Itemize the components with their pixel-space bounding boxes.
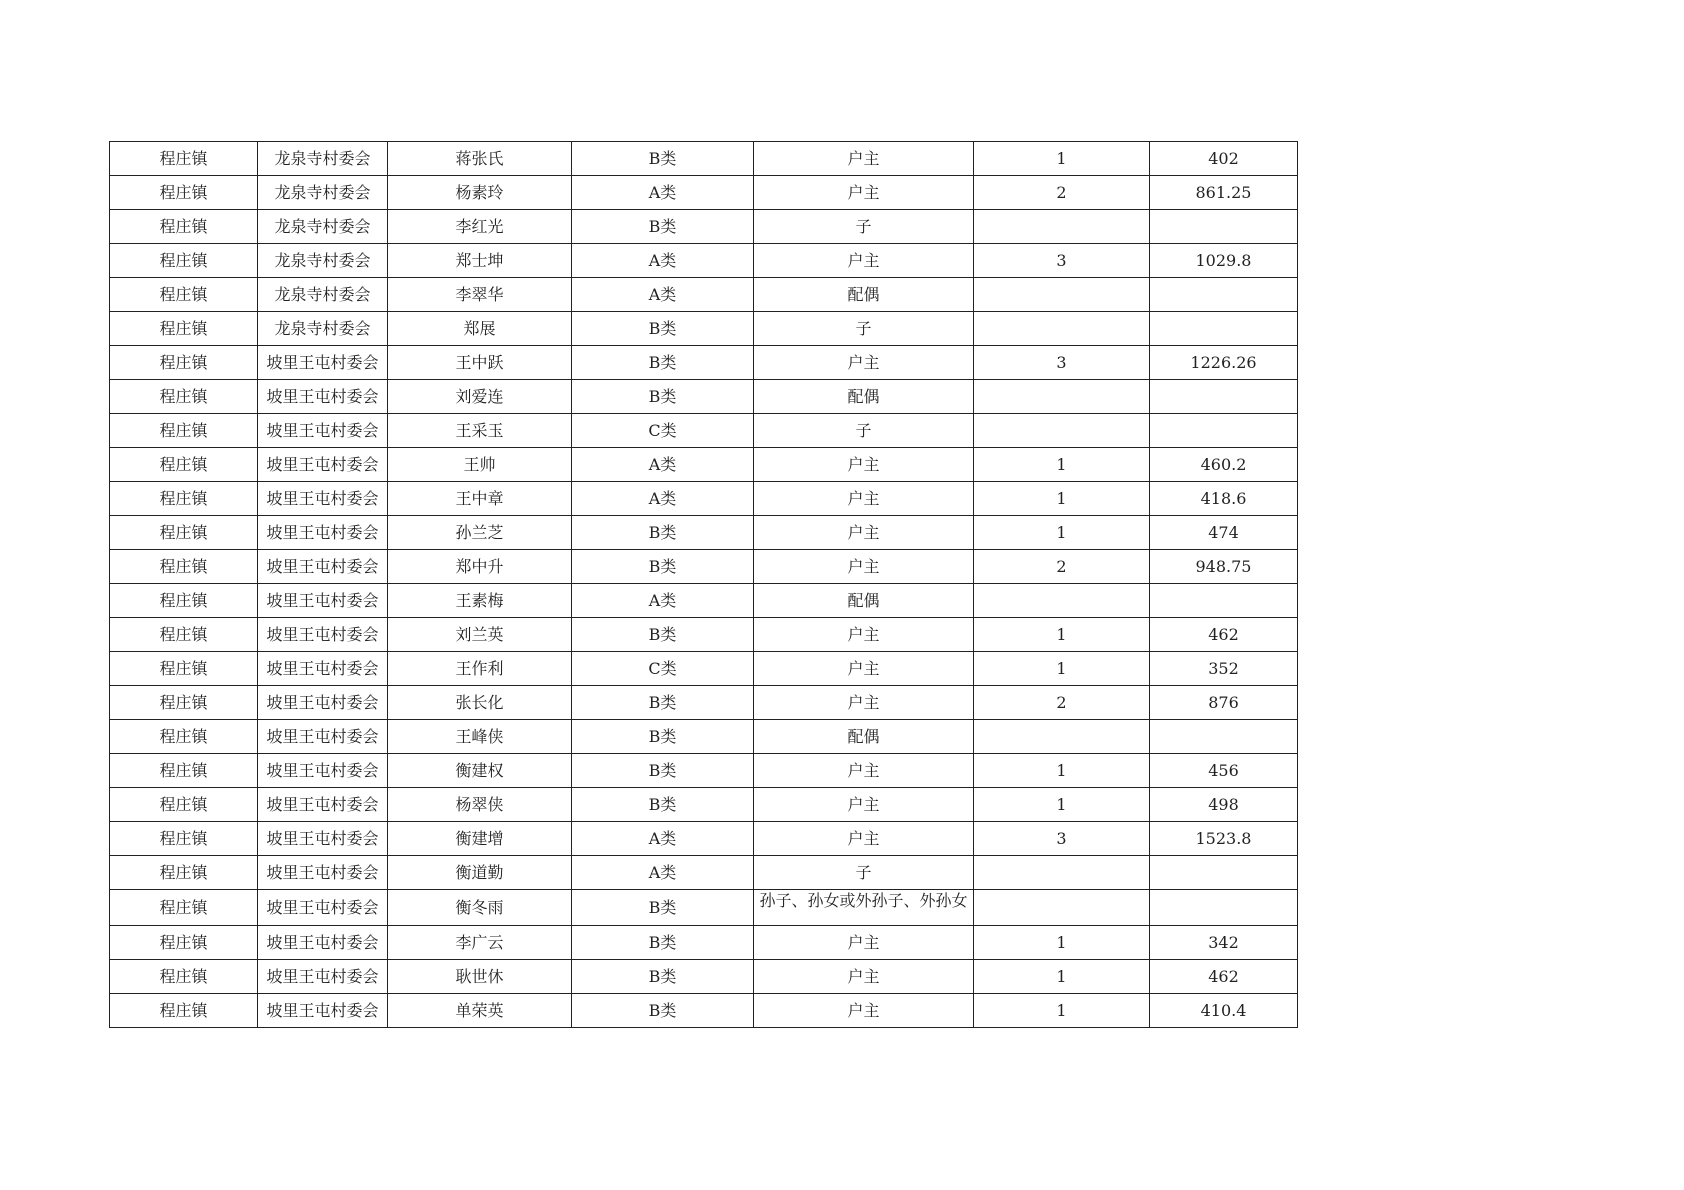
- amount-cell: 474: [1150, 516, 1298, 550]
- town-cell: 程庄镇: [110, 994, 258, 1028]
- village-cell: 坡里王屯村委会: [258, 584, 388, 618]
- table-row: [110, 516, 1298, 550]
- name-cell: 王峰侠: [388, 720, 572, 754]
- table-row: [110, 380, 1298, 414]
- household-size-cell: 1: [974, 516, 1150, 550]
- table-row: [110, 960, 1298, 994]
- amount-cell: 1226.26: [1150, 346, 1298, 380]
- town-cell: 程庄镇: [110, 652, 258, 686]
- name-cell: 王中跃: [388, 346, 572, 380]
- category-cell: B类: [572, 960, 754, 994]
- table-row: [110, 176, 1298, 210]
- amount-cell: [1150, 210, 1298, 244]
- name-cell: 王中章: [388, 482, 572, 516]
- relation-cell: 户主: [754, 822, 974, 856]
- household-size-cell: 1: [974, 652, 1150, 686]
- relation-cell: 户主: [754, 176, 974, 210]
- household-size-cell: 3: [974, 822, 1150, 856]
- amount-cell: [1150, 890, 1298, 926]
- category-cell: B类: [572, 618, 754, 652]
- table-row: [110, 618, 1298, 652]
- town-cell: 程庄镇: [110, 278, 258, 312]
- village-cell: 坡里王屯村委会: [258, 550, 388, 584]
- amount-cell: 876: [1150, 686, 1298, 720]
- category-cell: A类: [572, 448, 754, 482]
- name-cell: 衡道勤: [388, 856, 572, 890]
- household-size-cell: [974, 720, 1150, 754]
- relation-cell: 户主: [754, 754, 974, 788]
- household-size-cell: [974, 380, 1150, 414]
- relation-cell: 子: [754, 312, 974, 346]
- amount-cell: 1029.8: [1150, 244, 1298, 278]
- name-cell: 李红光: [388, 210, 572, 244]
- village-cell: 坡里王屯村委会: [258, 856, 388, 890]
- household-size-cell: 1: [974, 754, 1150, 788]
- household-size-cell: 3: [974, 244, 1150, 278]
- category-cell: B类: [572, 994, 754, 1028]
- relation-cell: 配偶: [754, 720, 974, 754]
- village-cell: 坡里王屯村委会: [258, 686, 388, 720]
- household-size-cell: 2: [974, 550, 1150, 584]
- name-cell: 王作利: [388, 652, 572, 686]
- town-cell: 程庄镇: [110, 142, 258, 176]
- town-cell: 程庄镇: [110, 720, 258, 754]
- household-size-cell: [974, 414, 1150, 448]
- household-size-cell: 1: [974, 448, 1150, 482]
- category-cell: C类: [572, 414, 754, 448]
- amount-cell: 462: [1150, 618, 1298, 652]
- relation-cell: 户主: [754, 448, 974, 482]
- household-size-cell: 1: [974, 788, 1150, 822]
- amount-cell: 498: [1150, 788, 1298, 822]
- relation-cell: 户主: [754, 516, 974, 550]
- name-cell: 郑士坤: [388, 244, 572, 278]
- category-cell: B类: [572, 210, 754, 244]
- category-cell: B类: [572, 516, 754, 550]
- relation-cell: 配偶: [754, 278, 974, 312]
- name-cell: 衡冬雨: [388, 890, 572, 926]
- table-row: [110, 414, 1298, 448]
- household-size-cell: 1: [974, 960, 1150, 994]
- amount-cell: [1150, 856, 1298, 890]
- village-cell: 坡里王屯村委会: [258, 482, 388, 516]
- household-size-cell: [974, 890, 1150, 926]
- amount-cell: [1150, 312, 1298, 346]
- amount-cell: 861.25: [1150, 176, 1298, 210]
- town-cell: 程庄镇: [110, 414, 258, 448]
- village-cell: 龙泉寺村委会: [258, 142, 388, 176]
- village-cell: 坡里王屯村委会: [258, 618, 388, 652]
- village-cell: 坡里王屯村委会: [258, 822, 388, 856]
- amount-cell: 948.75: [1150, 550, 1298, 584]
- amount-cell: [1150, 720, 1298, 754]
- name-cell: 蒋张氏: [388, 142, 572, 176]
- amount-cell: 418.6: [1150, 482, 1298, 516]
- name-cell: 刘兰英: [388, 618, 572, 652]
- household-size-cell: 1: [974, 926, 1150, 960]
- village-cell: 龙泉寺村委会: [258, 312, 388, 346]
- name-cell: 耿世休: [388, 960, 572, 994]
- relation-cell: 孙子、孙女或外孙子、外孙女: [754, 890, 974, 926]
- household-size-cell: 1: [974, 142, 1150, 176]
- name-cell: 衡建增: [388, 822, 572, 856]
- village-cell: 坡里王屯村委会: [258, 926, 388, 960]
- name-cell: 孙兰芝: [388, 516, 572, 550]
- name-cell: 李广云: [388, 926, 572, 960]
- village-cell: 坡里王屯村委会: [258, 788, 388, 822]
- relation-cell: 户主: [754, 482, 974, 516]
- name-cell: 李翠华: [388, 278, 572, 312]
- household-size-cell: [974, 210, 1150, 244]
- amount-cell: 342: [1150, 926, 1298, 960]
- relation-cell: 户主: [754, 686, 974, 720]
- table-row: [110, 550, 1298, 584]
- town-cell: 程庄镇: [110, 448, 258, 482]
- category-cell: A类: [572, 278, 754, 312]
- amount-cell: 456: [1150, 754, 1298, 788]
- village-cell: 坡里王屯村委会: [258, 652, 388, 686]
- household-size-cell: [974, 278, 1150, 312]
- household-size-cell: [974, 312, 1150, 346]
- relation-cell: 户主: [754, 788, 974, 822]
- amount-cell: 402: [1150, 142, 1298, 176]
- category-cell: A类: [572, 244, 754, 278]
- village-cell: 龙泉寺村委会: [258, 176, 388, 210]
- town-cell: 程庄镇: [110, 584, 258, 618]
- household-size-cell: 2: [974, 176, 1150, 210]
- category-cell: A类: [572, 856, 754, 890]
- town-cell: 程庄镇: [110, 550, 258, 584]
- town-cell: 程庄镇: [110, 926, 258, 960]
- village-cell: 坡里王屯村委会: [258, 754, 388, 788]
- village-cell: 坡里王屯村委会: [258, 346, 388, 380]
- town-cell: 程庄镇: [110, 788, 258, 822]
- relation-cell: 户主: [754, 142, 974, 176]
- category-cell: C类: [572, 652, 754, 686]
- village-cell: 龙泉寺村委会: [258, 244, 388, 278]
- category-cell: B类: [572, 142, 754, 176]
- amount-cell: 460.2: [1150, 448, 1298, 482]
- name-cell: 王帅: [388, 448, 572, 482]
- village-cell: 坡里王屯村委会: [258, 890, 388, 926]
- name-cell: 单荣英: [388, 994, 572, 1028]
- village-cell: 坡里王屯村委会: [258, 994, 388, 1028]
- name-cell: 杨翠侠: [388, 788, 572, 822]
- table-row: [110, 210, 1298, 244]
- household-size-cell: 1: [974, 482, 1150, 516]
- category-cell: B类: [572, 686, 754, 720]
- table-row: [110, 448, 1298, 482]
- category-cell: B类: [572, 346, 754, 380]
- relation-cell: 户主: [754, 960, 974, 994]
- relation-cell: 子: [754, 414, 974, 448]
- category-cell: B类: [572, 890, 754, 926]
- category-cell: B类: [572, 720, 754, 754]
- town-cell: 程庄镇: [110, 686, 258, 720]
- name-cell: 刘爱连: [388, 380, 572, 414]
- relation-cell: 户主: [754, 652, 974, 686]
- household-size-cell: 3: [974, 346, 1150, 380]
- table-row: [110, 652, 1298, 686]
- table-row: [110, 926, 1298, 960]
- table-row: [110, 346, 1298, 380]
- amount-cell: 352: [1150, 652, 1298, 686]
- relation-cell: 户主: [754, 618, 974, 652]
- relation-cell: 户主: [754, 346, 974, 380]
- table-row: [110, 754, 1298, 788]
- amount-cell: [1150, 380, 1298, 414]
- town-cell: 程庄镇: [110, 346, 258, 380]
- town-cell: 程庄镇: [110, 380, 258, 414]
- name-cell: 衡建权: [388, 754, 572, 788]
- beneficiary-table: [109, 141, 1298, 1028]
- name-cell: 郑中升: [388, 550, 572, 584]
- relation-cell: 户主: [754, 926, 974, 960]
- table-row: [110, 142, 1298, 176]
- relation-cell: 户主: [754, 550, 974, 584]
- table-row: [110, 686, 1298, 720]
- village-cell: 坡里王屯村委会: [258, 414, 388, 448]
- category-cell: B类: [572, 550, 754, 584]
- amount-cell: 462: [1150, 960, 1298, 994]
- town-cell: 程庄镇: [110, 176, 258, 210]
- village-cell: 坡里王屯村委会: [258, 720, 388, 754]
- table-row: [110, 822, 1298, 856]
- name-cell: 张长化: [388, 686, 572, 720]
- town-cell: 程庄镇: [110, 822, 258, 856]
- village-cell: 坡里王屯村委会: [258, 380, 388, 414]
- town-cell: 程庄镇: [110, 960, 258, 994]
- category-cell: B类: [572, 926, 754, 960]
- town-cell: 程庄镇: [110, 312, 258, 346]
- town-cell: 程庄镇: [110, 482, 258, 516]
- town-cell: 程庄镇: [110, 618, 258, 652]
- relation-cell: 户主: [754, 994, 974, 1028]
- village-cell: 坡里王屯村委会: [258, 516, 388, 550]
- table-row: [110, 312, 1298, 346]
- category-cell: B类: [572, 380, 754, 414]
- relation-cell: 子: [754, 210, 974, 244]
- household-size-cell: [974, 584, 1150, 618]
- table-row: [110, 788, 1298, 822]
- household-size-cell: 1: [974, 618, 1150, 652]
- town-cell: 程庄镇: [110, 244, 258, 278]
- table-row: [110, 890, 1298, 926]
- town-cell: 程庄镇: [110, 516, 258, 550]
- name-cell: 杨素玲: [388, 176, 572, 210]
- table-row: [110, 720, 1298, 754]
- table-body: [110, 142, 1298, 1028]
- category-cell: B类: [572, 312, 754, 346]
- village-cell: 坡里王屯村委会: [258, 448, 388, 482]
- name-cell: 王素梅: [388, 584, 572, 618]
- table-row: [110, 244, 1298, 278]
- village-cell: 龙泉寺村委会: [258, 278, 388, 312]
- town-cell: 程庄镇: [110, 210, 258, 244]
- town-cell: 程庄镇: [110, 890, 258, 926]
- category-cell: A类: [572, 482, 754, 516]
- relation-cell: 子: [754, 856, 974, 890]
- relation-cell: 配偶: [754, 584, 974, 618]
- amount-cell: [1150, 278, 1298, 312]
- amount-cell: 410.4: [1150, 994, 1298, 1028]
- relation-cell: 户主: [754, 244, 974, 278]
- amount-cell: 1523.8: [1150, 822, 1298, 856]
- category-cell: A类: [572, 822, 754, 856]
- household-size-cell: 1: [974, 994, 1150, 1028]
- table-row: [110, 856, 1298, 890]
- category-cell: A类: [572, 584, 754, 618]
- category-cell: A类: [572, 176, 754, 210]
- name-cell: 王采玉: [388, 414, 572, 448]
- amount-cell: [1150, 414, 1298, 448]
- category-cell: B类: [572, 788, 754, 822]
- table-row: [110, 994, 1298, 1028]
- household-size-cell: 2: [974, 686, 1150, 720]
- village-cell: 龙泉寺村委会: [258, 210, 388, 244]
- table-row: [110, 482, 1298, 516]
- table-row: [110, 584, 1298, 618]
- town-cell: 程庄镇: [110, 754, 258, 788]
- relation-cell: 配偶: [754, 380, 974, 414]
- category-cell: B类: [572, 754, 754, 788]
- table-row: [110, 278, 1298, 312]
- village-cell: 坡里王屯村委会: [258, 960, 388, 994]
- town-cell: 程庄镇: [110, 856, 258, 890]
- amount-cell: [1150, 584, 1298, 618]
- name-cell: 郑展: [388, 312, 572, 346]
- household-size-cell: [974, 856, 1150, 890]
